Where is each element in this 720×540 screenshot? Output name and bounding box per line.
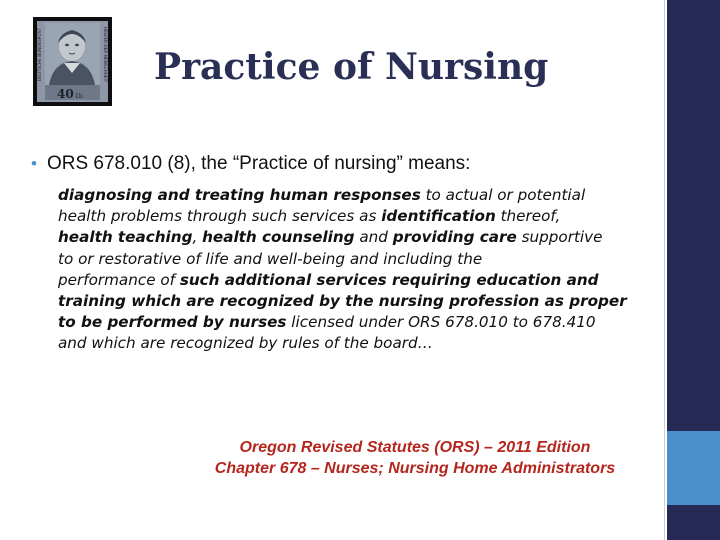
- definition-line: [58, 333, 658, 354]
- emphasized-phrase: training which are recognized by the nursing profession as proper: [58, 292, 627, 311]
- citation: [170, 437, 660, 479]
- definition-line: [58, 185, 658, 206]
- emphasized-phrase: providing care: [392, 228, 517, 247]
- bullet-text: ORS 678.010 (8), the “Practice of nursing” means:: [46, 153, 471, 174]
- stamp-left-text: DEUTSCHE BUNDESPOST: [37, 28, 42, 81]
- definition-phrase: health problems through such services as: [58, 207, 382, 226]
- emphasized-phrase: to be performed by nurses: [58, 313, 287, 332]
- citation-line-1: Oregon Revised Statutes (ORS) – 2011 Edition: [239, 439, 591, 456]
- definition-text: [58, 185, 658, 355]
- definition-phrase: licensed under ORS 678.010 to 678.410: [286, 313, 596, 332]
- emphasized-phrase: such additional services requiring education and: [179, 270, 599, 289]
- definition-phrase: performance of: [58, 270, 180, 289]
- sidebar-accent-block: [667, 431, 720, 505]
- definition-phrase: to actual or potential: [420, 186, 586, 204]
- emphasized-phrase: health counseling: [202, 228, 355, 247]
- sidebar-divider: [664, 0, 665, 540]
- citation-line-2: Chapter 678 – Nurses; Nursing Home Administrators: [214, 460, 616, 477]
- definition-phrase: thereof,: [495, 207, 561, 226]
- definition-line: [58, 227, 658, 248]
- bullet-item: [31, 152, 661, 176]
- definition-phrase: to or restorative of life and well-being and including the: [58, 249, 483, 268]
- bullet-marker: •: [31, 154, 37, 173]
- definition-line: [58, 249, 658, 270]
- stamp-portrait: [37, 21, 108, 102]
- definition-line: [58, 206, 658, 227]
- emphasized-phrase: health teaching: [58, 228, 193, 247]
- stamp-value-suffix: 1b: [75, 93, 83, 100]
- definition-line: [58, 270, 658, 291]
- stamp-right-text: HELFER DER MENSCHHEIT: [103, 27, 108, 83]
- definition-line: [58, 312, 658, 333]
- definition-phrase: ,: [192, 228, 203, 247]
- definition-phrase: supportive: [516, 228, 603, 247]
- emphasized-phrase: diagnosing and treating human responses: [58, 186, 421, 204]
- definition-line: [58, 291, 658, 312]
- stamp-value: 40: [57, 87, 74, 101]
- postage-stamp-image: [33, 17, 112, 106]
- definition-phrase: and: [354, 228, 393, 247]
- definition-phrase: and which are recognized by rules of the board…: [58, 334, 433, 353]
- emphasized-phrase: identification: [381, 207, 496, 226]
- slide-title: Practice of Nursing: [154, 46, 549, 88]
